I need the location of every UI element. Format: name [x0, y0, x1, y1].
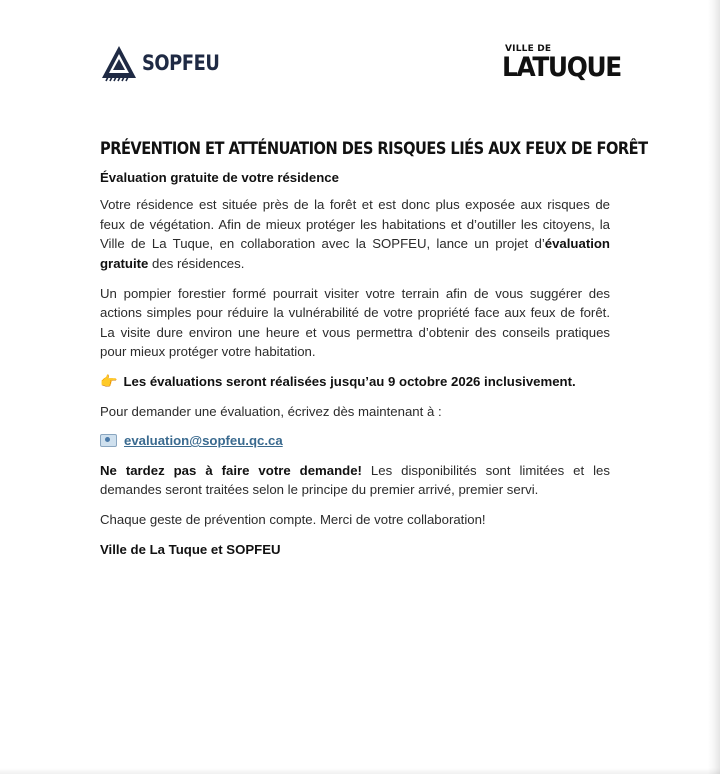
- sopfeu-logo-text: SOPFEU: [142, 51, 220, 75]
- urgency-paragraph: [100, 461, 610, 500]
- envelope-icon: [100, 434, 117, 447]
- urgency-bold-text: Ne tardez pas à faire votre demande!: [100, 462, 362, 478]
- email-link[interactable]: evaluation@sopfeu.qc.ca: [124, 433, 283, 449]
- sopfeu-logo: [100, 44, 233, 82]
- document-body: [100, 139, 648, 569]
- intro-paragraph: [100, 195, 610, 273]
- sopfeu-triangle-icon: [100, 44, 138, 82]
- la-tuque-logo-prefix: VILLE DE: [505, 44, 552, 54]
- pointing-hand-icon: 👉: [100, 372, 118, 389]
- subtitle: Évaluation gratuite de votre résidence: [100, 169, 339, 185]
- request-instructions: Pour demander une évaluation, écrivez dès maintenant à :: [100, 403, 442, 419]
- closing-line: Chaque geste de prévention compte. Merci de votre collaboration!: [100, 511, 486, 527]
- page-edge-shadow: [708, 0, 720, 774]
- page-title: PRÉVENTION ET ATTÉNUATION DES RISQUES LIÉS AUX FEUX DE FORÊT: [100, 139, 648, 159]
- intro-text: Votre résidence est située près de la forêt et est donc plus exposée aux risques de feux de végétation. Afin de mieux protéger les habitations et d’outiller les citoyens, la Ville de La Tuque, en collaboration avec la SOPFEU, lance un projet d’: [100, 197, 610, 252]
- urgency-text: Les disponibilités sont limitées et les demandes seront traitées selon le principe du premier arrivé, premier servi.: [100, 462, 610, 498]
- page-bottom-shadow: [0, 768, 720, 774]
- email-line: [100, 431, 610, 451]
- signature: Ville de La Tuque et SOPFEU: [100, 541, 281, 557]
- la-tuque-logo: [502, 44, 621, 83]
- intro-text-end: des résidences.: [148, 255, 245, 271]
- visit-paragraph: Un pompier forestier formé pourrait visiter votre terrain afin de vous suggérer des actions simples pour réduire la vulnérabilité de votre propriété face aux feux de forêt. La visite dure environ une heure et vous permettra d’obtenir des conseils pratiques pour mieux protéger votre habitation.: [100, 285, 610, 360]
- document-header: [100, 44, 621, 86]
- deadline-notice-text: Les évaluations seront réalisées jusqu’au 9 octobre 2026 inclusivement.: [123, 373, 576, 389]
- intro-bold-text: évaluation gratuite: [100, 236, 610, 271]
- deadline-notice: [100, 372, 610, 392]
- la-tuque-logo-name: LATUQUE: [502, 52, 621, 83]
